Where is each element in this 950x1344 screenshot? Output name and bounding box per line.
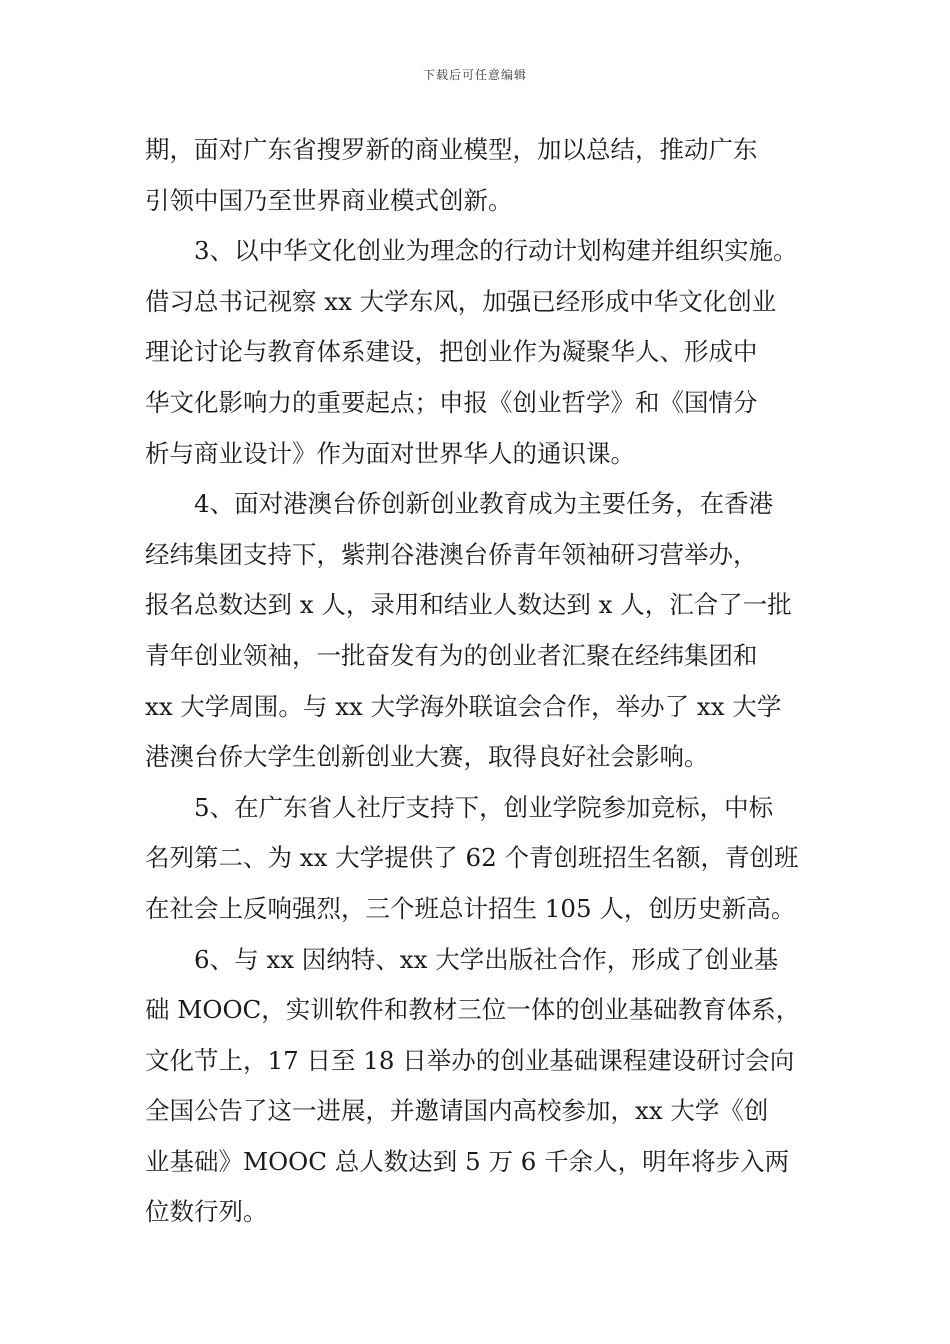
text-line — [145, 277, 810, 328]
text-line — [145, 833, 810, 884]
text-line — [145, 631, 810, 682]
text-line-content: 引领中国乃至世界商业模式创新。 — [145, 185, 513, 215]
text-line-content: 在社会上反响强烈，三个班总计招生 105 人，创历史新高。 — [145, 893, 796, 923]
text-line — [145, 1086, 810, 1137]
text-line-content: 期，面对广东省搜罗新的商业模型，加以总结，推动广东 — [145, 135, 758, 164]
text-line-content: 名列第二、为 xx 大学提供了 62 个青创班招生名额，青创班 — [145, 843, 799, 873]
text-line-content: 业基础》MOOC 总人数达到 5 万 6 千余人，明年将步入两 — [145, 1146, 790, 1176]
text-line-content: 青年创业领袖，一批奋发有为的创业者汇聚在经纬集团和 — [145, 640, 758, 670]
text-line-content: 港澳台侨大学生创新创业大赛，取得良好社会影响。 — [145, 742, 709, 772]
text-line-content: 报名总数达到 x 人，录用和结业人数达到 x 人，汇合了一批 — [145, 590, 792, 620]
text-line-content: 础 MOOC，实训软件和教材三位一体的创业基础教育体系， — [145, 995, 801, 1025]
document-body — [145, 125, 810, 1238]
text-line — [145, 985, 810, 1036]
text-line — [145, 479, 810, 530]
text-line — [145, 176, 810, 227]
text-line — [145, 530, 810, 581]
text-line-content: 5、在广东省人社厅支持下，创业学院参加竞标，中标 — [194, 792, 774, 822]
text-line — [145, 378, 810, 429]
text-line-content: 4、面对港澳台侨创新创业教育成为主要任务，在香港 — [194, 489, 774, 519]
text-line-content: 华文化影响力的重要起点；申报《创业哲学》和《国情分 — [145, 387, 758, 417]
text-line — [145, 226, 810, 277]
text-line-content: 理论讨论与教育体系建设，把创业作为凝聚华人、形成中 — [145, 337, 758, 367]
text-line — [145, 429, 810, 480]
text-line — [145, 580, 810, 631]
text-line-content: 位数行列。 — [145, 1197, 268, 1227]
text-line-content: 文化节上，17 日至 18 日举办的创业基础课程建设研讨会向 — [145, 1045, 795, 1075]
text-line-content: 6、与 xx 因纳特、xx 大学出版社合作，形成了创业基 — [194, 944, 779, 974]
text-line-content: 借习总书记视察 xx 大学东风，加强已经形成中华文化创业 — [145, 286, 777, 316]
text-line — [145, 1137, 810, 1188]
text-line-content: 析与商业设计》作为面对世界华人的通识课。 — [145, 438, 635, 468]
text-line — [145, 732, 810, 783]
page-header: 下载后可任意编辑 — [422, 68, 527, 82]
text-line-content: 经纬集团支持下，紫荆谷港澳台侨青年领袖研习营举办， — [145, 539, 758, 569]
text-line — [145, 783, 810, 834]
text-line-content: 3、以中华文化创业为理念的行动计划构建并组织实施。 — [194, 236, 798, 266]
text-line — [145, 125, 810, 176]
text-line — [145, 935, 810, 986]
text-line — [145, 1036, 810, 1087]
text-line — [145, 327, 810, 378]
text-line — [145, 1187, 810, 1238]
text-line — [145, 682, 810, 733]
text-line — [145, 884, 810, 935]
text-line-content: 全国公告了这一进展，并邀请国内高校参加，xx 大学《创 — [145, 1096, 769, 1126]
text-line-content: xx 大学周围。与 xx 大学海外联谊会合作，举办了 xx 大学 — [145, 691, 782, 721]
